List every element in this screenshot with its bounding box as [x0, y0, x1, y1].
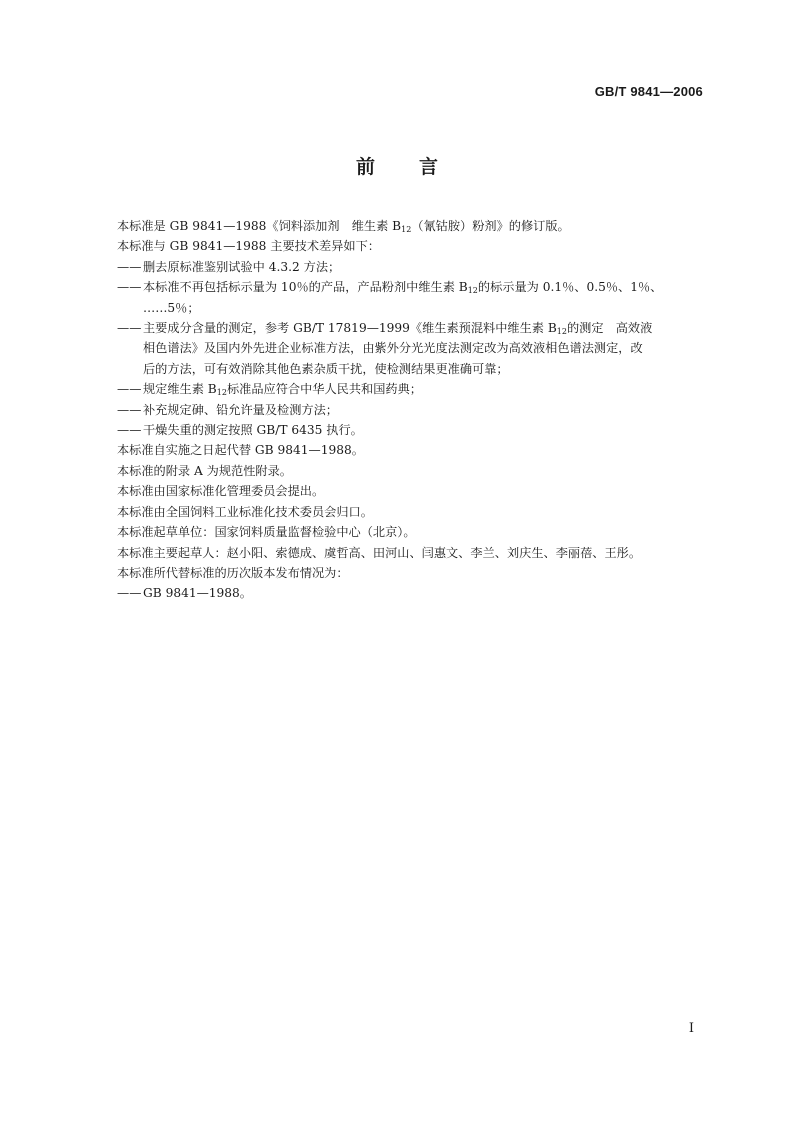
list-item-text: 干燥失重的测定按照 GB/T 6435 执行。 [143, 423, 363, 438]
page-number: Ⅰ [688, 1021, 694, 1036]
dash-marker: —— [117, 321, 142, 336]
dash-marker: —— [117, 423, 142, 438]
paragraph-under-jurisdiction: 本标准由全国饲料工业标准化技术委员会归口。 [117, 504, 373, 519]
list-item [117, 257, 707, 277]
standard-code: GB/T 9841—2006 [594, 84, 703, 99]
list-item-text: 规定维生素 $B_{12}$标准品应符合中华人民共和国药典； [143, 382, 422, 398]
paragraph-revision: 本标准是 GB 9841—1988《饲料添加剂 维生素 $B_{12}$（氰钴胺）粉剂》的修订版。 [117, 219, 570, 234]
list-item [117, 400, 707, 420]
list-item-text: 本标准不再包括标示量为 10％的产品，产品粉剂中维生素 $B_{12}$的标示量为 0.1％、0.5％、1％、 ……5％； [143, 280, 663, 315]
foreword-body [117, 216, 707, 604]
dash-marker: —— [117, 586, 142, 601]
paragraph-drafting-unit: 本标准起草单位：国家饲料质量监督检验中心（北京）。 [117, 525, 416, 540]
list-item [117, 318, 707, 379]
paragraph-drafters: 本标准主要起草人：赵小阳、索德成、虞哲高、田河山、闫惠文、李兰、刘庆生、李丽蓓、王彤。 [117, 545, 642, 560]
list-item-text: GB 9841—1988。 [143, 586, 252, 601]
paragraph-replaces: 本标准自实施之日起代替 GB 9841—1988。 [117, 443, 364, 458]
list-item [117, 379, 707, 399]
paragraph-proposed-by: 本标准由国家标准化管理委员会提出。 [117, 484, 325, 499]
paragraph-history: 本标准所代替标准的历次版本发布情况为： [117, 565, 349, 580]
page-title [0, 152, 794, 179]
list-item [117, 583, 707, 603]
title-char-2: 言 [419, 156, 439, 178]
list-item [117, 277, 707, 318]
list-item-text: 补充规定砷、铅允许量及检测方法； [143, 402, 338, 417]
list-item-text: 删去原标准鉴别试验中 4.3.2 方法； [143, 259, 341, 274]
dash-marker: —— [117, 382, 142, 397]
title-char-1: 前 [355, 156, 375, 178]
paragraph-differences: 本标准与 GB 9841—1988 主要技术差异如下： [117, 239, 380, 254]
dash-marker: —— [117, 280, 142, 295]
list-item [117, 420, 707, 440]
dash-marker: —— [117, 402, 142, 417]
dash-marker: —— [117, 259, 142, 274]
paragraph-annex: 本标准的附录 A 为规范性附录。 [117, 463, 292, 478]
list-item-text: 主要成分含量的测定，参考 GB/T 17819—1999《维生素预混料中维生素 $B_{12}$的测定 高效液 相色谱法》及国内外先进企业标准方法，由紫外分光光度法测定改为高效液相色谱法测定，改 后的方法，可有效消除其他色素杂质干扰，使检测结果更准确可靠； [143, 321, 653, 376]
